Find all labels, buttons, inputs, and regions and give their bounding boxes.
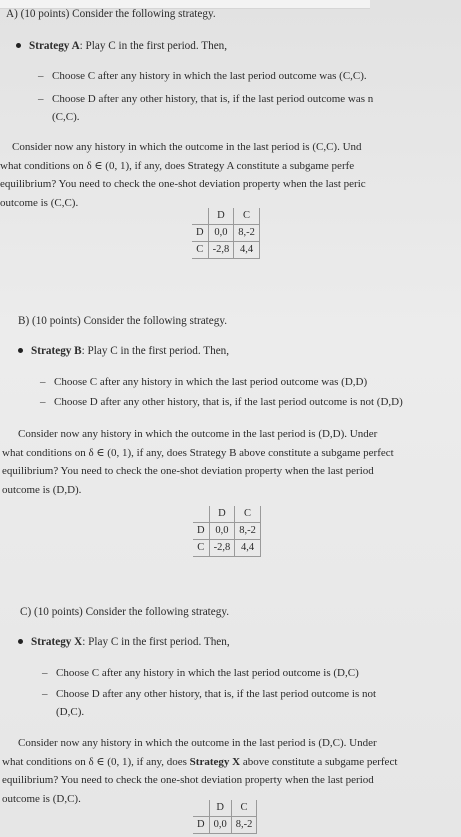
strategy-x-rule-2-cont: (D,C). (56, 706, 85, 718)
strategy-x-name: Strategy X (31, 636, 83, 648)
strategy-a-bullet (16, 40, 227, 52)
strategy-a-rule-2: – Choose D after any other history, that is, if the last period outcome was n (38, 93, 374, 105)
section-a-paragraph: Consider now any history in which the outcome in the last period is (C,C). Und what conditions on δ ∈ (0, 1), if any, does Strategy A constitute a subgame perfe equilibrium? You need to check the one-shot deviation property when the last peric outcome is (C,C). (0, 141, 366, 209)
section-b-paragraph: Consider now any history in which the outcome in the last period is (D,D). Under what conditions on δ ∈ (0, 1), if any, does Strategy B above constitute a subgame perfect equilibrium? You need to check the one-shot deviation property when the last period outcome is (D,D). (2, 428, 394, 496)
bullet-icon (16, 43, 21, 48)
section-c-paragraph: Consider now any history in which the outcome in the last period is (D,C). Under what conditions on δ ∈ (0, 1), if any, does Strategy X above constitute a subgame perfect equilibrium? You need to check the one-shot deviation property when the last period outcome is (D,C). (2, 737, 398, 805)
section-b-heading: B) (10 points) Consider the following strategy. (18, 315, 228, 327)
strategy-b-rule-1: – Choose C after any history in which the last period outcome was (D,D) (40, 376, 368, 388)
strategy-x-rest: : Play C in the first period. Then, (82, 636, 230, 648)
section-a-heading: A) (10 points) Consider the following strategy. (6, 8, 216, 20)
strategy-x-bullet (18, 636, 230, 648)
payoff-table-a: D C D 0,0 8,-2 C -2,8 4,4 (192, 208, 260, 259)
strategy-b-rest: : Play C in the first period. Then, (81, 345, 230, 357)
strategy-x-rule-2: – Choose D after any other history, that is, if the last period outcome is not (42, 688, 377, 700)
strategy-x-rule-1: – Choose C after any history in which the last period outcome is (D,C) (42, 667, 359, 679)
section-c-heading: C) (10 points) Consider the following strategy. (20, 606, 230, 618)
strategy-b-rule-2: – Choose D after any other history, that is, if the last period outcome is not (D,D) (40, 396, 403, 408)
strategy-a-rule-1: – Choose C after any history in which the last period outcome was (C,C). (38, 70, 367, 82)
bullet-icon (18, 348, 23, 353)
strategy-a-name: Strategy A (29, 40, 80, 52)
strategy-a-rule-2-cont: (C,C). (52, 111, 80, 123)
payoff-table-b: D C D 0,0 8,-2 C -2,8 4,4 (193, 506, 261, 557)
strategy-b-bullet (18, 345, 229, 357)
bullet-icon (18, 639, 23, 644)
payoff-table-c: D C D 0,0 8,-2 (193, 800, 257, 834)
strategy-a-rest: : Play C in the first period. Then, (79, 40, 228, 52)
strategy-b-name: Strategy B (31, 345, 82, 357)
